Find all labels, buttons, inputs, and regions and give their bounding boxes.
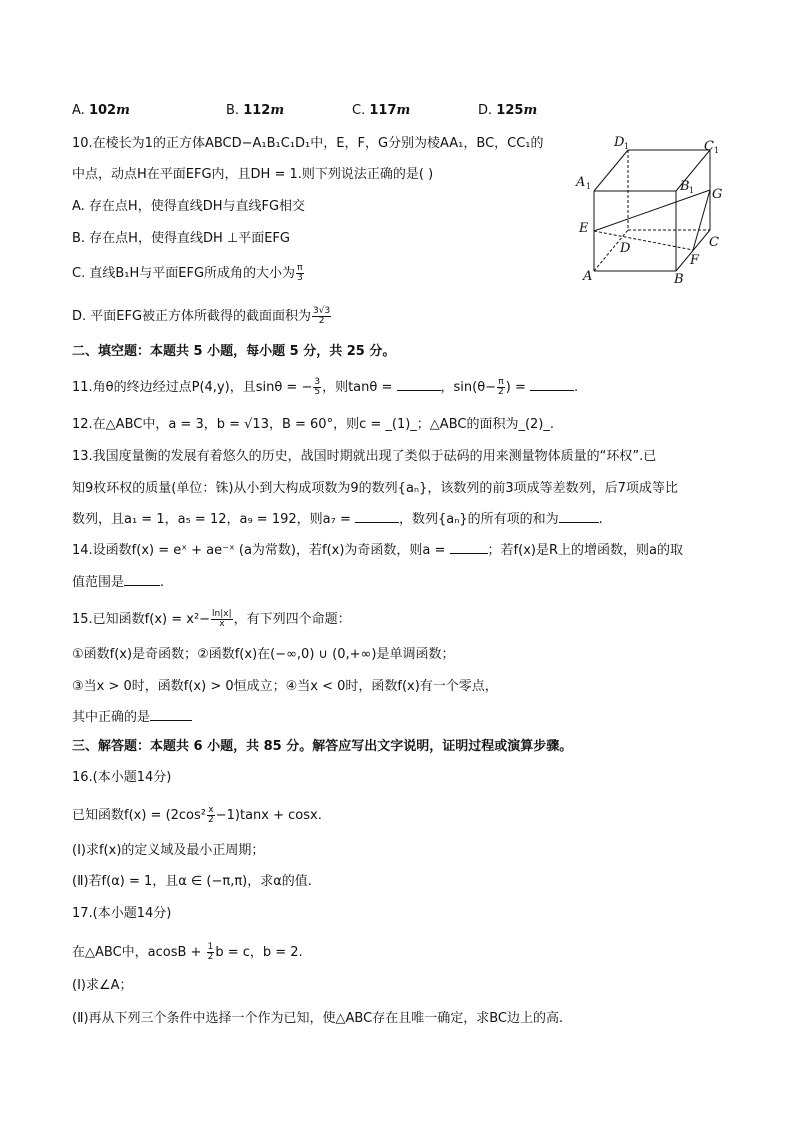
label-b: B	[674, 272, 684, 287]
q15-line4: 其中正确的是	[72, 709, 192, 727]
label-b1: B	[680, 179, 690, 194]
q13-line3: 数列，且a₁ = 1，a₅ = 12，a₉ = 192，则a₇ = ，数列{aₙ}的所有项的和为 .	[72, 512, 603, 527]
q9-option-d: D. 125m	[478, 103, 538, 118]
label-d1-sub: 1	[624, 142, 630, 151]
label-d: D	[620, 241, 631, 256]
label-c1-sub: 1	[714, 146, 720, 155]
q9-option-b: B. 112m	[226, 103, 285, 118]
label-e: E	[579, 221, 589, 236]
label-c1: C	[704, 139, 714, 154]
q14-line1: 14.设函数f(x) = eˣ + ae⁻ˣ (a为常数)，若f(x)为奇函数，则a = ；若f(x)是R上的增函数，则a的取	[72, 543, 683, 558]
q10-option-a: A. 存在点H，使得直线DH与直线FG相交	[72, 199, 306, 214]
cube-diagram	[572, 128, 732, 288]
q16-part1: (Ⅰ)求f(x)的定义域及最小正周期；	[72, 843, 265, 858]
q17-part1: (Ⅰ)求∠A；	[72, 978, 133, 993]
label-a: A	[583, 269, 593, 284]
q17-heading: 17.(本小题14分)	[72, 906, 172, 921]
q16-heading: 16.(本小题14分)	[72, 770, 172, 785]
label-b1-sub: 1	[689, 186, 695, 195]
q12: 12.在△ABC中，a = 3，b = √13，B = 60°，则c = _(1)_；△ABC的面积为_(2)_.	[72, 417, 555, 432]
q17-part2: (Ⅱ)再从下列三个条件中选择一个作为已知，使△ABC存在且唯一确定，求BC边上的高.	[72, 1011, 564, 1026]
q13-line2: 知9枚环权的质量(单位：铢)从小到大构成项数为9的数列{aₙ}，该数列的前3项成等差数列，后7项成等比	[72, 481, 678, 496]
q16-part2: (Ⅱ)若f(α) = 1，且α ∈ (−π,π)，求α的值.	[72, 874, 312, 889]
label-c: C	[709, 235, 719, 250]
section-2-heading: 二、填空题：本题共 5 小题，每小题 5 分，共 25 分。	[72, 344, 396, 359]
q10-option-d: D. 平面EFG被正方体所截得的截面面积为 $\frac{3√3}{2}$	[72, 306, 331, 326]
label-g: G	[712, 187, 723, 202]
q9-option-c: C. 117m	[352, 103, 411, 118]
q11: 11.角θ的终边经过点P(4,y)，且sinθ = − $\frac{3}{5}$ ，则tanθ = ，sin(θ− $\frac{\pi}{2}$ ) = .	[72, 377, 579, 397]
q15-line3: ③当x > 0时，函数f(x) > 0恒成立；④当x < 0时，函数f(x)有一个零点，	[72, 679, 498, 694]
q10-line2: 中点，动点H在平面EFG内，且DH = 1.则下列说法正确的是( )	[72, 167, 434, 182]
q15-line2: ①函数f(x)是奇函数；②函数f(x)在(−∞,0) ∪ (0,+∞)是单调函数；	[72, 647, 455, 662]
label-a1-sub: 1	[586, 182, 592, 191]
section-3-heading: 三、解答题：本题共 6 小题，共 85 分。解答应写出文字说明，证明过程或演算步骤。	[72, 739, 573, 754]
label-a1: A	[576, 175, 586, 190]
q17-line1: 在△ABC中，acosB + $\frac{1}{2}$ b = c，b = 2.	[72, 942, 303, 962]
q13-line1: 13.我国度量衡的发展有着悠久的历史，战国时期就出现了类似于砝码的用来测量物体质量的“环权”.已	[72, 449, 657, 464]
q10-option-b: B. 存在点H，使得直线DH ⊥平面EFG	[72, 231, 290, 246]
q16-line1: 已知函数f(x) = (2cos² $\frac{x}{2}$ −1)tanx + cosx.	[72, 805, 322, 825]
q10-option-c: C. 直线B₁H与平面EFG所成角的大小为 $\frac{\pi}{3}$	[72, 263, 303, 283]
q15-line1: 15.已知函数f(x) = x²− $\frac{\ln|x|}{x}$ ，有下列四个命题：	[72, 609, 351, 629]
q14-line2: 值范围是 .	[72, 575, 165, 590]
q9-option-a: A. 102m	[72, 103, 130, 118]
q10-line1: 10.在棱长为1的正方体ABCD−A₁B₁C₁D₁中，E，F，G分别为棱AA₁，BC，CC₁的	[72, 136, 544, 151]
label-d1: D	[614, 135, 625, 150]
label-f: F	[690, 253, 700, 268]
